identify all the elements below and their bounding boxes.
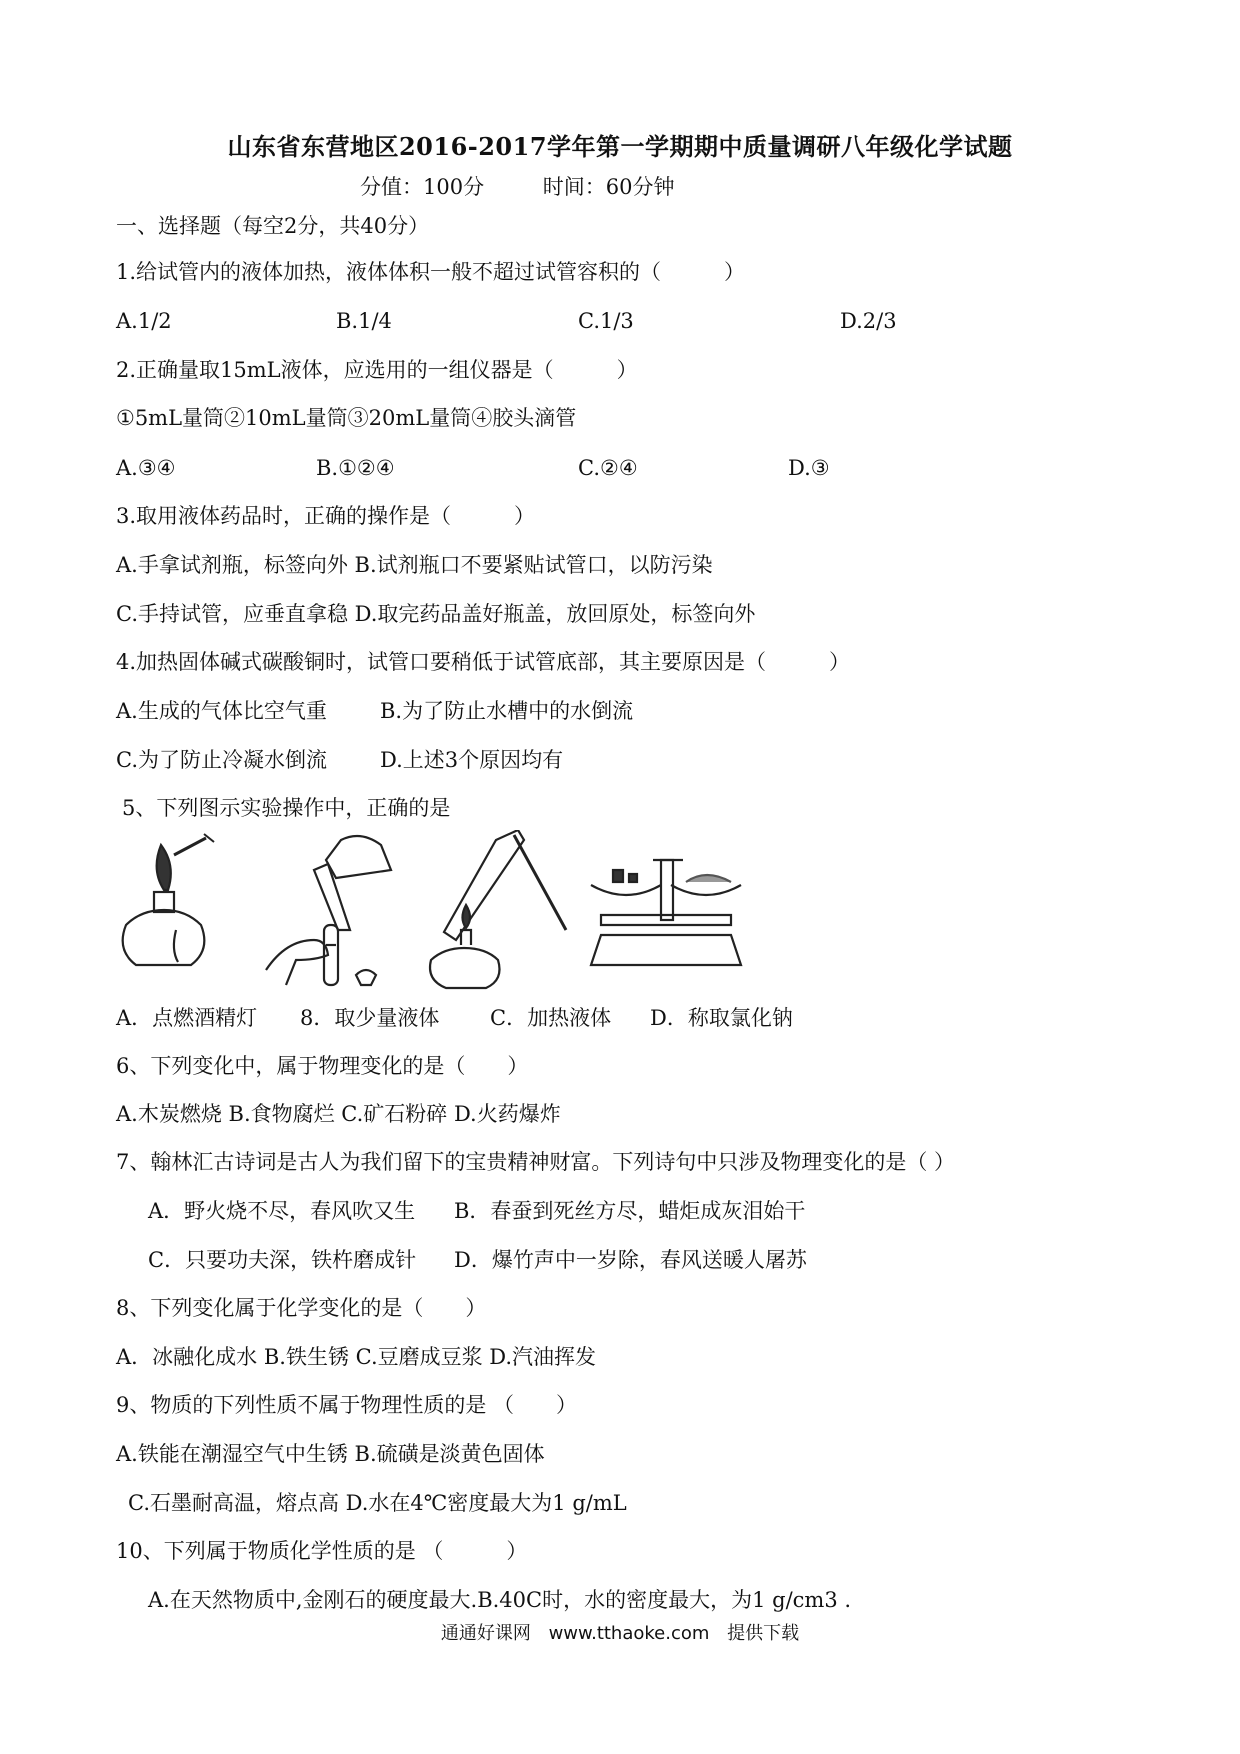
q7-option-a: A．野火烧不尽，春风吹又生 (148, 1199, 416, 1223)
q4-option-b: B.为了防止水槽中的水倒流 (380, 699, 634, 723)
q10-options-ab: A.在天然物质中,金刚石的硬度最大.B.40C时，水的密度最大，为1 g/cm3 . (148, 1588, 852, 1612)
section-heading: 一、选择题（每空2分，共40分） (116, 214, 430, 238)
footer (0, 1619, 1240, 1645)
q4-option-c: C.为了防止冷凝水倒流 (116, 748, 327, 772)
question-9: 9、物质的下列性质不属于物理性质的是 （ ） (116, 1393, 578, 1417)
q1-option-c: C.1/3 (578, 309, 634, 333)
q7-option-b: B．春蚕到死丝方尽，蜡炬成灰泪始干 (454, 1199, 806, 1223)
q4-option-a: A.生成的气体比空气重 (116, 699, 327, 723)
question-1: 1.给试管内的液体加热，液体体积一般不超过试管容积的（ ） (116, 260, 746, 284)
page-title: 山东省东营地区2016-2017学年第一学期期中质量调研八年级化学试题 (227, 132, 1013, 161)
q6-options: A.木炭燃烧 B.食物腐烂 C.矿石粉碎 D.火药爆炸 (116, 1102, 561, 1126)
time-info: 时间：60分钟 (542, 175, 675, 199)
q7-option-c: C．只要功夫深，铁杵磨成针 (148, 1248, 417, 1272)
footer-site-name: 通通好课网 (440, 1623, 531, 1644)
q2-option-a: A.③④ (116, 456, 176, 480)
question-8: 8、下列变化属于化学变化的是（ ） (116, 1296, 487, 1320)
experiment-figures (116, 830, 826, 990)
q5-option-b: 8．取少量液体 (300, 1006, 440, 1030)
question-6: 6、下列变化中，属于物理变化的是（ ） (116, 1054, 529, 1078)
alcohol-lamp-figure (123, 834, 214, 965)
q8-options: A．冰融化成水 B.铁生锈 C.豆磨成豆浆 D.汽油挥发 (116, 1345, 597, 1369)
q1-option-b: B.1/4 (336, 309, 392, 333)
question-3: 3.取用液体药品时，正确的操作是（ ） (116, 504, 536, 528)
q5-option-c: C．加热液体 (490, 1006, 612, 1030)
heating-liquid-figure (430, 830, 566, 988)
q3-options-cd: C.手持试管，应垂直拿稳 D.取完药品盖好瓶盖，放回原处，标签向外 (116, 602, 756, 626)
q1-option-a: A.1/2 (116, 309, 172, 333)
q2-option-b: B.①②④ (316, 456, 395, 480)
question-5: 5、下列图示实验操作中，正确的是 (122, 796, 451, 820)
q3-options-ab: A.手拿试剂瓶，标签向外 B.试剂瓶口不要紧贴试管口，以防污染 (116, 553, 713, 577)
question-10: 10、下列属于物质化学性质的是 （ ） (116, 1539, 528, 1563)
q2-option-c: C.②④ (578, 456, 638, 480)
q1-option-d: D.2/3 (840, 309, 897, 333)
exam-info (360, 171, 727, 201)
q2-option-d: D.③ (788, 456, 830, 480)
question-2: 2.正确量取15mL液体，应选用的一组仪器是（ ） (116, 358, 638, 382)
q9-options-ab: A.铁能在潮湿空气中生锈 B.硫磺是淡黄色固体 (116, 1442, 545, 1466)
balance-figure (591, 860, 741, 965)
footer-url[interactable]: www.tthaoke.com (548, 1623, 710, 1644)
q2-instrument-list: ①5mL量筒②10mL量筒③20mL量筒④胶头滴管 (116, 406, 577, 430)
pouring-liquid-figure (266, 836, 391, 985)
score-info: 分值：100分 (360, 175, 485, 199)
footer-note: 提供下载 (727, 1623, 800, 1644)
q9-options-cd: C.石墨耐高温，熔点高 D.水在4℃密度最大为1 g/mL (128, 1491, 627, 1515)
q5-option-a: A．点燃酒精灯 (116, 1006, 258, 1030)
question-4: 4.加热固体碱式碳酸铜时，试管口要稍低于试管底部，其主要原因是（ ） (116, 650, 851, 674)
q4-option-d: D.上述3个原因均有 (380, 748, 564, 772)
question-7: 7、翰林汇古诗词是古人为我们留下的宝贵精神财富。下列诗句中只涉及物理变化的是（ ） (116, 1150, 956, 1174)
q7-option-d: D．爆竹声中一岁除，春风送暖人屠苏 (454, 1248, 807, 1272)
q5-option-d: D．称取氯化钠 (650, 1006, 793, 1030)
